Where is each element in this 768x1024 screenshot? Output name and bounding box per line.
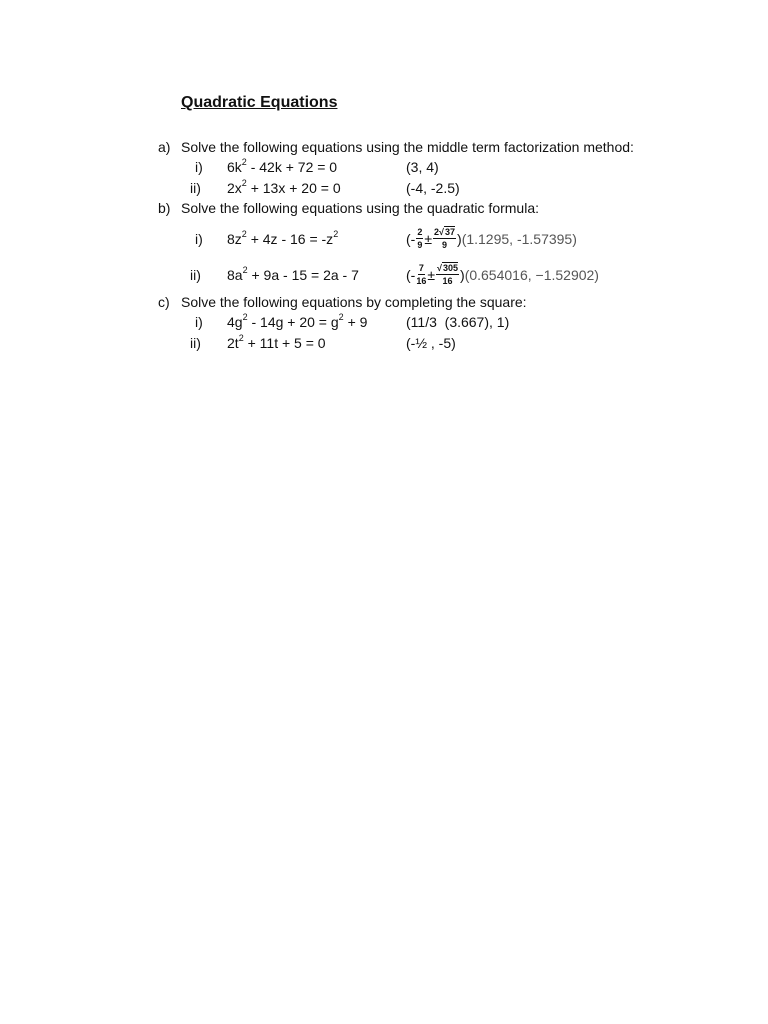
equation: $2t^2 + 11t + 5 = 0$ [227,333,326,351]
answer: (- $\frac{2}{9}$ ± $\frac{2√37}{9}$ ) (1.1295, -1.57395) [406,227,577,250]
page-title: Quadratic Equations [181,94,338,111]
item-number: i) [195,314,203,330]
section-c-instruction: Solve the following equations by completing the square: [181,294,527,310]
answer: (3, 4) [406,159,439,175]
section-a-instruction: Solve the following equations using the middle term factorization method: [181,139,634,155]
item-number: ii) [190,335,201,351]
fraction: $\frac{√305}{16}$ [437,263,459,286]
item-number: ii) [190,267,201,283]
section-b-instruction: Solve the following equations using the quadratic formula: [181,200,539,216]
fraction: $\frac{2}{9}$ [417,227,423,250]
item-number: i) [195,159,203,175]
answer: (-4, -2.5) [406,180,460,196]
equation: $8a^2 + 9a - 15 = 2a - 7$ [227,265,359,283]
equation: $8z^2 + 4z - 16 = -z^2$ [227,229,339,247]
section-c-label: c) [158,294,170,310]
answer: (- $\frac{7}{16}$ ± $\frac{√305}{16}$ ) (0.654016, −1.52902) [406,263,599,286]
equation: $6k^2 - 42k + 72 = 0$ [227,157,338,175]
equation: $4g^2 - 14g + 20 = g^2 + 9$ [227,312,368,330]
section-a-label: a) [158,139,171,155]
answer: (-½ , -5) [406,335,456,351]
fraction: $\frac{7}{16}$ [416,263,427,286]
item-number: i) [195,231,203,247]
section-b-label: b) [158,200,171,216]
answer: (11/3 (3.667), 1) [406,314,510,330]
item-number: ii) [190,180,201,196]
equation: $2x^2 + 13x + 20 = 0$ [227,178,341,196]
fraction: $\frac{2√37}{9}$ [434,227,456,250]
